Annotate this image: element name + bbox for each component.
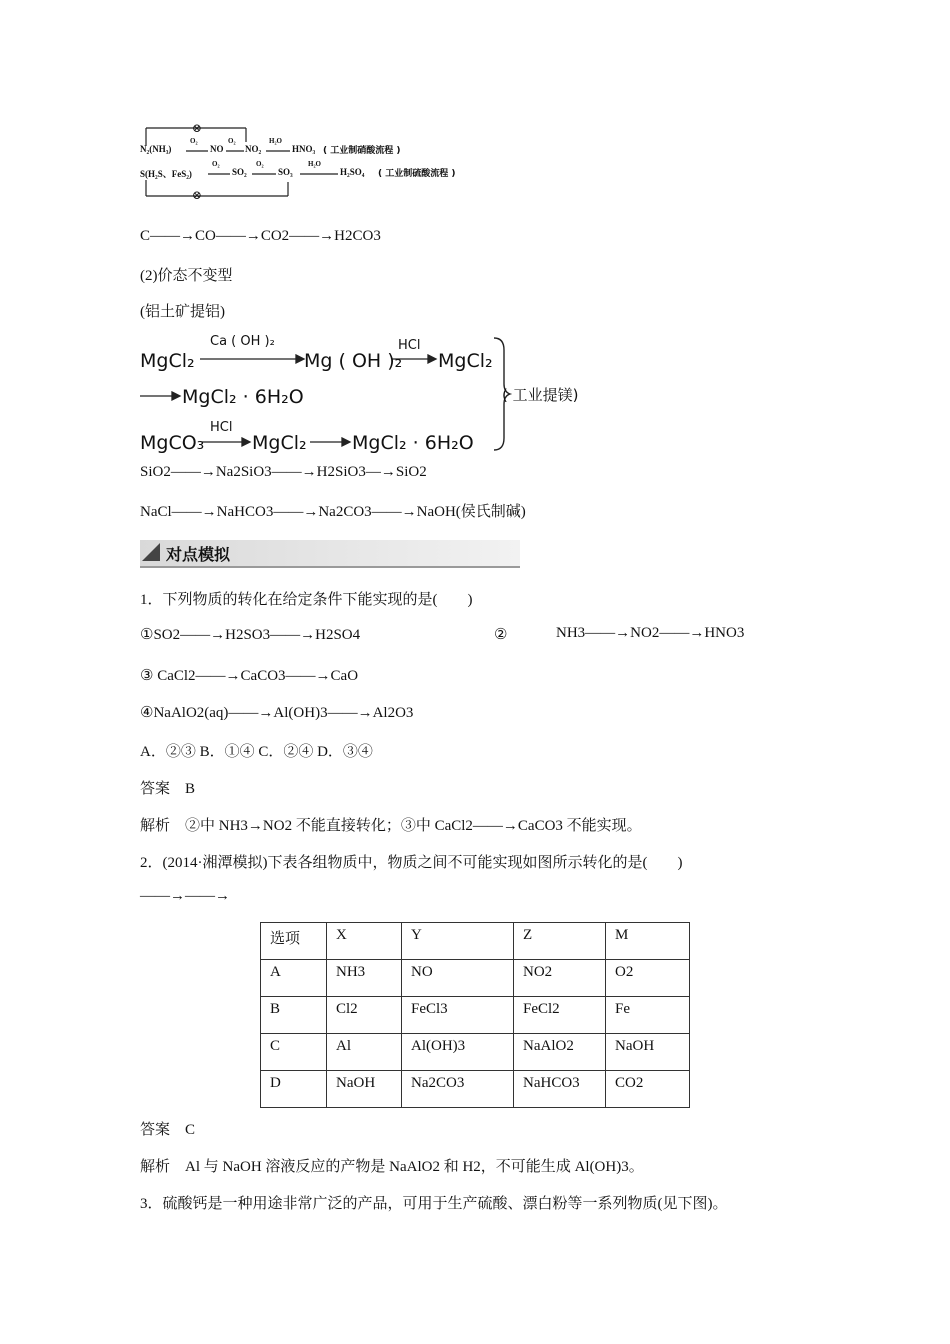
table-header-cell: Z: [514, 923, 606, 960]
table-cell: C: [261, 1034, 327, 1071]
table-cell: FeCl2: [514, 997, 606, 1034]
table-cell: Al: [327, 1034, 402, 1071]
cross-mark-top: ⊗: [192, 121, 203, 135]
table-cell: Cl2: [327, 997, 402, 1034]
table-cell: CO2: [606, 1071, 690, 1108]
nitric-no2: NO₂: [245, 144, 262, 154]
sulfuric-o2-b: O₂: [256, 160, 264, 168]
q1-analysis: 解析 ②中 NH3→NO2 不能直接转化；③中 CaCl2——→CaCO3 不能实现。: [140, 818, 642, 834]
bauxite-note: (铝土矿提铝): [140, 304, 225, 320]
table-header-cell: X: [327, 923, 402, 960]
nitric-h2o: H₂O: [269, 137, 282, 145]
q1-option-2-mark: ②: [494, 627, 508, 643]
table-cell: NaHCO3: [514, 1071, 606, 1108]
table-cell: O2: [606, 960, 690, 997]
mg-hydrate: MgCl₂ · 6H₂O: [182, 386, 304, 408]
table-cell: B: [261, 997, 327, 1034]
sulfuric-o2-a: O₂: [212, 160, 220, 168]
q1-answer: 答案 B: [140, 781, 196, 797]
q1-option-4: ④NaAlO2(aq)——→Al(OH)3——→Al2O3: [140, 705, 414, 721]
nitric-o2-b: O₂: [228, 137, 236, 145]
mg-mgcl2-b: MgCl₂: [438, 350, 493, 372]
table-row: [261, 1071, 690, 1108]
q1-option-1: ①SO2——→H2SO3——→H2SO4: [140, 627, 361, 643]
mg-mgco3: MgCO₃: [140, 432, 205, 454]
table-cell: FeCl3: [402, 997, 514, 1034]
section-title: 对点模拟: [166, 545, 231, 564]
nitric-no: NO: [210, 144, 224, 154]
mg-hcl-label: HCl: [398, 338, 421, 353]
q2-analysis: 解析 Al 与 NaOH 溶液反应的产物是 NaAlO2 和 H2，不可能生成 Al(OH)3。: [140, 1159, 644, 1175]
q1-choices: A．②③ B．①④ C．②④ D．③④: [140, 744, 373, 760]
section-triangle-icon: [142, 543, 160, 561]
table-cell: NH3: [327, 960, 402, 997]
table-row: [261, 1034, 690, 1071]
table-header-cell: M: [606, 923, 690, 960]
nitric-note: ( 工业制硝酸流程 ): [323, 146, 401, 156]
heading-valence-unchanged: (2)价态不变型: [140, 268, 233, 284]
sulfuric-so2: SO₂: [232, 167, 247, 177]
table-cell: NO2: [514, 960, 606, 997]
mg-hydrate-b: MgCl₂ · 6H₂O: [352, 432, 474, 454]
sulfuric-h2so4: H₂SO₄: [340, 167, 365, 177]
table-cell: D: [261, 1071, 327, 1108]
q2-answer: 答案 C: [140, 1122, 196, 1138]
carbon-chain: C——→CO——→CO2——→H2CO3: [140, 228, 381, 244]
table-cell: NaOH: [327, 1071, 402, 1108]
mg-mgcl2-c: MgCl₂: [252, 432, 307, 454]
table-cell: Fe: [606, 997, 690, 1034]
q2-arrows: ——→——→: [140, 888, 230, 904]
table-header-cell: Y: [402, 923, 514, 960]
cross-mark-bottom: ⊗: [192, 188, 203, 202]
table-cell: Na2CO3: [402, 1071, 514, 1108]
sulfuric-start: S(H₂S、FeS₂): [140, 169, 192, 179]
q3-stem: 3．硫酸钙是一种用途非常广泛的产品，可用于生产硫酸、漂白粉等一系列物质(见下图)。: [140, 1196, 728, 1212]
sulfuric-note: ( 工业制硫酸流程 ): [378, 169, 456, 179]
mg-mgoh2: Mg ( OH )₂: [304, 350, 403, 372]
q2-table: [260, 922, 690, 1108]
soda-chain: NaCl——→NaHCO3——→Na2CO3——→NaOH(侯氏制碱): [140, 504, 526, 520]
sulfuric-h2o: H₂O: [308, 160, 321, 168]
q1-option-2: NH3——→NO2——→HNO3: [556, 625, 745, 641]
nitric-o2-a: O₂: [190, 137, 198, 145]
mg-mgcl2: MgCl₂: [140, 350, 195, 372]
q1-stem: 1．下列物质的转化在给定条件下能实现的是( ): [140, 592, 473, 608]
table-header-row: [261, 923, 690, 960]
table-header-cell: 选项: [261, 923, 327, 960]
mg-caoh2-label: Ca ( OH )₂: [210, 334, 275, 349]
table-cell: NaAlO2: [514, 1034, 606, 1071]
table-cell: NO: [402, 960, 514, 997]
table-cell: A: [261, 960, 327, 997]
table-row: [261, 997, 690, 1034]
silicon-chain: SiO2——→Na2SiO3——→H2SiO3—→SiO2: [140, 464, 427, 480]
mg-note: ( 工业提镁): [502, 386, 579, 404]
table-cell: Al(OH)3: [402, 1034, 514, 1071]
nitric-hno3: HNO₃: [292, 144, 316, 154]
mg-hcl-label-b: HCl: [210, 420, 233, 435]
sulfuric-so3: SO₃: [278, 167, 293, 177]
q1-option-3: ③ CaCl2——→CaCO3——→CaO: [140, 668, 359, 684]
nitric-start: N₂(NH₃): [140, 144, 172, 154]
q2-stem: 2．(2014·湘潭模拟)下表各组物质中，物质之间不可能实现如图所示转化的是( ): [140, 855, 683, 871]
table-row: [261, 960, 690, 997]
table-cell: NaOH: [606, 1034, 690, 1071]
